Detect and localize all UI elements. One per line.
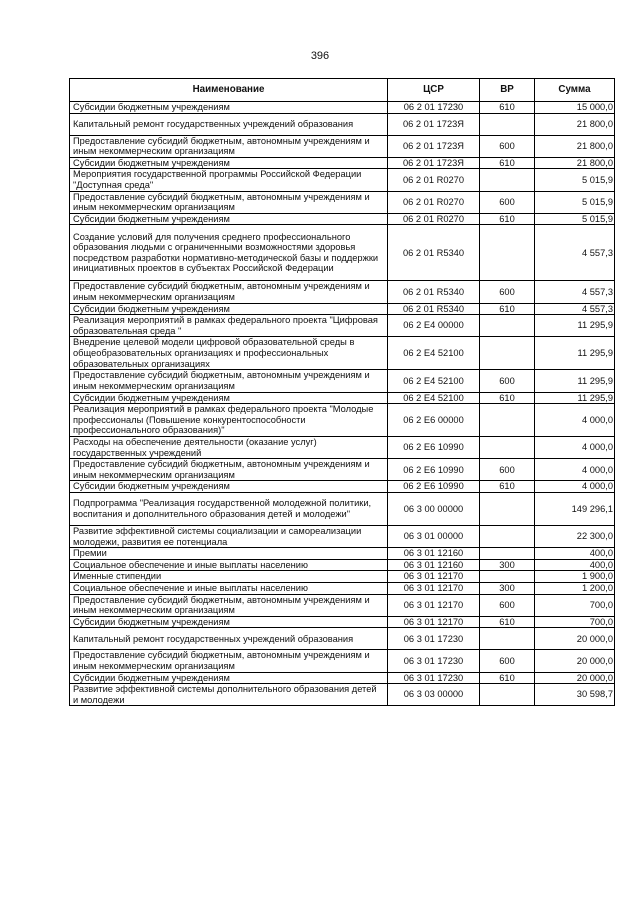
table-row <box>70 684 615 706</box>
cell-csr: 06 3 01 12170 <box>388 571 480 583</box>
cell-sum: 21 800,0 <box>535 157 615 169</box>
cell-vr: 600 <box>480 135 535 157</box>
cell-sum: 21 800,0 <box>535 113 615 135</box>
cell-csr: 06 3 01 17230 <box>388 672 480 684</box>
table-row <box>70 650 615 672</box>
table-row <box>70 315 615 337</box>
cell-csr: 06 3 01 12160 <box>388 559 480 571</box>
cell-csr: 06 2 E6 10990 <box>388 459 480 481</box>
cell-csr: 06 3 03 00000 <box>388 684 480 706</box>
cell-sum: 4 000,0 <box>535 404 615 437</box>
table-row <box>70 616 615 628</box>
cell-csr: 06 3 01 12170 <box>388 594 480 616</box>
cell-sum: 5 015,9 <box>535 213 615 225</box>
cell-sum: 4 000,0 <box>535 459 615 481</box>
cell-csr: 06 3 01 00000 <box>388 526 480 548</box>
table-row <box>70 437 615 459</box>
cell-name: Именные стипендии <box>70 571 388 583</box>
cell-name: Социальное обеспечение и иные выплаты населению <box>70 559 388 571</box>
cell-sum: 11 295,9 <box>535 392 615 404</box>
cell-sum: 4 557,3 <box>535 303 615 315</box>
cell-name: Субсидии бюджетным учреждениям <box>70 672 388 684</box>
cell-sum: 1 200,0 <box>535 583 615 595</box>
cell-csr: 06 3 01 12160 <box>388 548 480 560</box>
table-row <box>70 672 615 684</box>
cell-csr: 06 2 E4 52100 <box>388 337 480 370</box>
cell-vr <box>480 315 535 337</box>
cell-vr <box>480 404 535 437</box>
cell-sum: 400,0 <box>535 548 615 560</box>
cell-csr: 06 2 01 R5340 <box>388 281 480 303</box>
cell-name: Социальное обеспечение и иные выплаты населению <box>70 583 388 595</box>
cell-sum: 4 557,3 <box>535 225 615 281</box>
cell-name: Субсидии бюджетным учреждениям <box>70 157 388 169</box>
table-row <box>70 370 615 392</box>
table-row <box>70 583 615 595</box>
page-number: 396 <box>310 50 330 62</box>
cell-vr <box>480 628 535 650</box>
header-csr: ЦСР <box>388 79 480 102</box>
cell-sum: 11 295,9 <box>535 315 615 337</box>
cell-name: Внедрение целевой модели цифровой образовательной среды в общеобразовательных организациях и профессиональных образовательных организациях <box>70 337 388 370</box>
cell-vr: 600 <box>480 650 535 672</box>
cell-sum: 700,0 <box>535 616 615 628</box>
header-sum: Сумма <box>535 79 615 102</box>
cell-vr <box>480 437 535 459</box>
cell-vr: 610 <box>480 481 535 493</box>
table-row <box>70 594 615 616</box>
cell-csr: 06 2 01 1723Я <box>388 157 480 169</box>
cell-name: Мероприятия государственной программы Российской Федерации "Доступная среда" <box>70 169 388 191</box>
cell-csr: 06 3 01 12170 <box>388 583 480 595</box>
cell-vr: 600 <box>480 281 535 303</box>
cell-name: Капитальный ремонт государственных учреждений образования <box>70 113 388 135</box>
cell-vr: 300 <box>480 559 535 571</box>
cell-name: Создание условий для получения среднего профессионального образования людьми с ограниченными возможностями здоровья посредством разработки нормативно-методической базы и поддержки инициативных проектов в субъектах Российской Федерации <box>70 225 388 281</box>
cell-vr: 610 <box>480 157 535 169</box>
table-row <box>70 404 615 437</box>
table-row <box>70 392 615 404</box>
cell-csr: 06 2 E6 10990 <box>388 437 480 459</box>
cell-csr: 06 2 01 1723Я <box>388 113 480 135</box>
cell-vr: 600 <box>480 459 535 481</box>
cell-csr: 06 2 01 R0270 <box>388 213 480 225</box>
cell-csr: 06 2 01 R5340 <box>388 303 480 315</box>
cell-sum: 21 800,0 <box>535 135 615 157</box>
cell-sum: 11 295,9 <box>535 337 615 370</box>
cell-csr: 06 3 01 12170 <box>388 616 480 628</box>
header-row <box>70 79 615 102</box>
cell-sum: 11 295,9 <box>535 370 615 392</box>
table-row <box>70 135 615 157</box>
cell-vr <box>480 113 535 135</box>
cell-vr: 600 <box>480 191 535 213</box>
cell-vr <box>480 526 535 548</box>
table-row <box>70 113 615 135</box>
cell-vr: 610 <box>480 213 535 225</box>
cell-name: Предоставление субсидий бюджетным, автономным учреждениям и иным некоммерческим организациям <box>70 191 388 213</box>
cell-vr: 600 <box>480 370 535 392</box>
cell-name: Подпрограмма "Реализация государственной молодежной политики, воспитания и дополнительного образования детей и молодежи" <box>70 493 388 526</box>
cell-vr <box>480 493 535 526</box>
table-row <box>70 337 615 370</box>
cell-csr: 06 3 01 17230 <box>388 628 480 650</box>
cell-sum: 15 000,0 <box>535 102 615 114</box>
table-row <box>70 169 615 191</box>
cell-sum: 22 300,0 <box>535 526 615 548</box>
cell-csr: 06 2 01 R0270 <box>388 191 480 213</box>
cell-csr: 06 2 E4 52100 <box>388 392 480 404</box>
cell-name: Развитие эффективной системы социализации и самореализации молодежи, развития ее потенциала <box>70 526 388 548</box>
table-row <box>70 493 615 526</box>
cell-sum: 4 000,0 <box>535 437 615 459</box>
cell-sum: 4 557,3 <box>535 281 615 303</box>
table-row <box>70 571 615 583</box>
table-row <box>70 628 615 650</box>
cell-vr: 610 <box>480 392 535 404</box>
cell-name: Реализация мероприятий в рамках федерального проекта "Молодые профессионалы (Повышение конкурентоспособности профессионального образования)" <box>70 404 388 437</box>
cell-csr: 06 2 01 R0270 <box>388 169 480 191</box>
cell-csr: 06 3 01 17230 <box>388 650 480 672</box>
cell-vr: 610 <box>480 303 535 315</box>
table-row <box>70 102 615 114</box>
table-body <box>70 102 615 706</box>
cell-sum: 5 015,9 <box>535 191 615 213</box>
table-header <box>70 79 615 102</box>
table-row <box>70 459 615 481</box>
cell-name: Расходы на обеспечение деятельности (оказание услуг) государственных учреждений <box>70 437 388 459</box>
cell-sum: 149 296,1 <box>535 493 615 526</box>
cell-name: Реализация мероприятий в рамках федерального проекта "Цифровая образовательная среда " <box>70 315 388 337</box>
cell-csr: 06 2 E4 00000 <box>388 315 480 337</box>
cell-name: Развитие эффективной системы дополнительного образования детей и молодежи <box>70 684 388 706</box>
cell-sum: 4 000,0 <box>535 481 615 493</box>
table-row <box>70 225 615 281</box>
cell-sum: 1 900,0 <box>535 571 615 583</box>
cell-name: Субсидии бюджетным учреждениям <box>70 303 388 315</box>
cell-csr: 06 2 01 R5340 <box>388 225 480 281</box>
cell-name: Предоставление субсидий бюджетным, автономным учреждениям и иным некоммерческим организациям <box>70 594 388 616</box>
cell-name: Капитальный ремонт государственных учреждений образования <box>70 628 388 650</box>
cell-name: Субсидии бюджетным учреждениям <box>70 616 388 628</box>
table-row <box>70 559 615 571</box>
cell-vr <box>480 225 535 281</box>
table-row <box>70 481 615 493</box>
header-vr: ВР <box>480 79 535 102</box>
header-name: Наименование <box>70 79 388 102</box>
budget-table <box>69 78 615 706</box>
cell-vr <box>480 684 535 706</box>
table-row <box>70 157 615 169</box>
cell-name: Субсидии бюджетным учреждениям <box>70 481 388 493</box>
cell-vr: 610 <box>480 672 535 684</box>
cell-csr: 06 2 E6 10990 <box>388 481 480 493</box>
table-row <box>70 191 615 213</box>
cell-csr: 06 2 01 17230 <box>388 102 480 114</box>
table-row <box>70 303 615 315</box>
cell-vr <box>480 548 535 560</box>
cell-name: Премии <box>70 548 388 560</box>
cell-vr <box>480 337 535 370</box>
cell-csr: 06 2 E6 00000 <box>388 404 480 437</box>
cell-sum: 400,0 <box>535 559 615 571</box>
table-row <box>70 526 615 548</box>
cell-sum: 700,0 <box>535 594 615 616</box>
cell-name: Предоставление субсидий бюджетным, автономным учреждениям и иным некоммерческим организациям <box>70 650 388 672</box>
cell-vr: 300 <box>480 583 535 595</box>
cell-vr <box>480 169 535 191</box>
table-row <box>70 213 615 225</box>
cell-name: Субсидии бюджетным учреждениям <box>70 392 388 404</box>
cell-name: Предоставление субсидий бюджетным, автономным учреждениям и иным некоммерческим организациям <box>70 135 388 157</box>
cell-sum: 20 000,0 <box>535 672 615 684</box>
cell-sum: 30 598,7 <box>535 684 615 706</box>
cell-vr: 610 <box>480 616 535 628</box>
cell-vr: 610 <box>480 102 535 114</box>
cell-name: Предоставление субсидий бюджетным, автономным учреждениям и иным некоммерческим организациям <box>70 459 388 481</box>
cell-name: Предоставление субсидий бюджетным, автономным учреждениям и иным некоммерческим организациям <box>70 370 388 392</box>
cell-csr: 06 3 00 00000 <box>388 493 480 526</box>
cell-csr: 06 2 E4 52100 <box>388 370 480 392</box>
cell-name: Субсидии бюджетным учреждениям <box>70 213 388 225</box>
cell-name: Предоставление субсидий бюджетным, автономным учреждениям и иным некоммерческим организациям <box>70 281 388 303</box>
cell-csr: 06 2 01 1723Я <box>388 135 480 157</box>
cell-sum: 20 000,0 <box>535 650 615 672</box>
cell-sum: 5 015,9 <box>535 169 615 191</box>
table-row <box>70 281 615 303</box>
cell-sum: 20 000,0 <box>535 628 615 650</box>
cell-vr <box>480 571 535 583</box>
table-row <box>70 548 615 560</box>
cell-name: Субсидии бюджетным учреждениям <box>70 102 388 114</box>
cell-vr: 600 <box>480 594 535 616</box>
